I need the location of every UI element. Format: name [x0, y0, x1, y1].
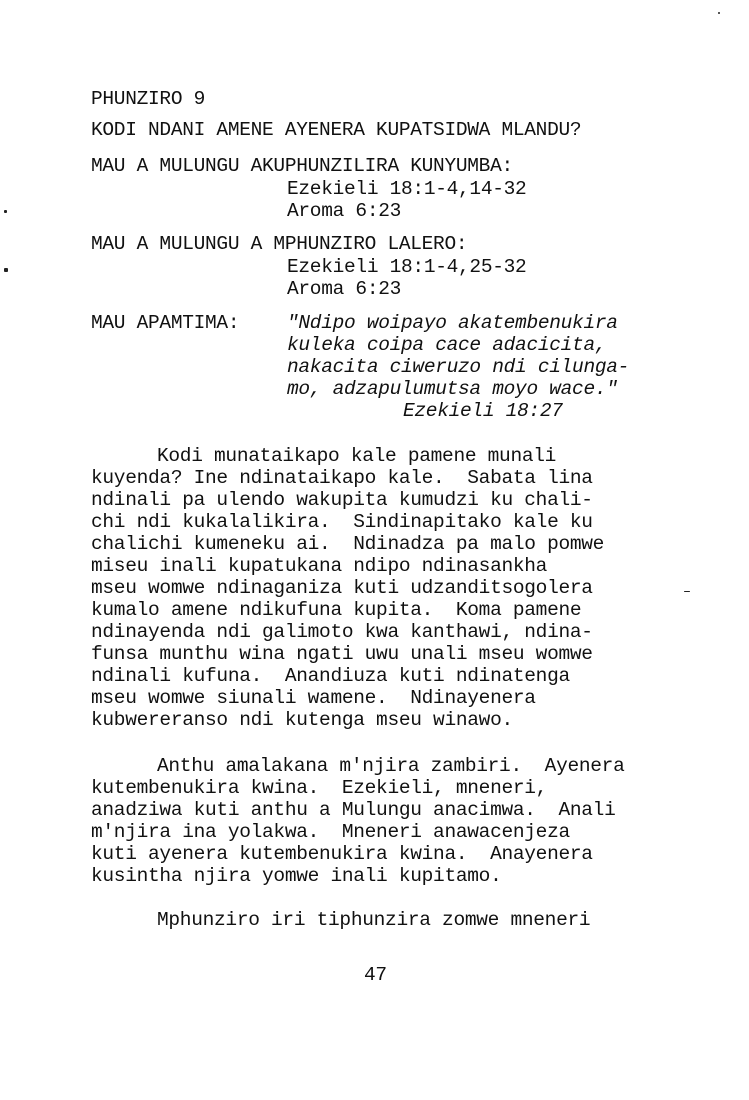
- paragraph-1-line: ndinali kufuna. Anandiuza kuti ndinatenga: [91, 665, 570, 687]
- paragraph-1-line: ndinali pa ulendo wakupita kumudzi ku chali-: [91, 489, 593, 511]
- lesson-question: KODI NDANI AMENE AYENERA KUPATSIDWA MLANDU?: [91, 119, 582, 141]
- paragraph-1-line: funsa munthu wina ngati uwu unali mseu womwe: [91, 643, 593, 665]
- paragraph-1-line: ndinayenda ndi galimoto kwa kanthawi, ndina-: [91, 621, 593, 643]
- paragraph-1-line: chi ndi kukalalikira. Sindinapitako kale ku: [91, 511, 593, 533]
- paragraph-1-line: Kodi munataikapo kale pamene munali: [157, 445, 557, 467]
- reading-lesson-ref-1: Ezekieli 18:1-4,25-32: [287, 256, 527, 278]
- paragraph-1-line: mseu womwe ndinaganiza kuti udzanditsogolera: [91, 577, 593, 599]
- paragraph-1-line: kumalo amene ndikufuna kupita. Koma pamene: [91, 599, 582, 621]
- reading-home-ref-2: Aroma 6:23: [287, 200, 402, 222]
- page-number: 47: [364, 964, 387, 986]
- paragraph-2-line: kusintha njira yomwe inali kupitamo.: [91, 865, 502, 887]
- paragraph-1-line: kuyenda? Ine ndinataikapo kale. Sabata lina: [91, 467, 593, 489]
- memory-verse-line: "Ndipo woipayo akatembenukira: [287, 312, 618, 334]
- lesson-title: PHUNZIRO 9: [91, 88, 206, 110]
- paragraph-2-line: m'njira ina yolakwa. Mneneri anawacenjeza: [91, 821, 570, 843]
- paragraph-1-line: miseu inali kupatukana ndipo ndinasankha: [91, 555, 548, 577]
- paragraph-2-line: anadziwa kuti anthu a Mulungu anacimwa. Anali: [91, 799, 616, 821]
- scan-speck: [4, 268, 8, 272]
- memory-verse-line: nakacita ciweruzo ndi cilunga-: [287, 356, 630, 378]
- memory-verse-ref: Ezekieli 18:27: [403, 400, 563, 422]
- reading-home-ref-1: Ezekieli 18:1-4,14-32: [287, 178, 527, 200]
- paragraph-2-line: kuti ayenera kutembenukira kwina. Anayenera: [91, 843, 593, 865]
- paragraph-1-line: kubwereranso ndi kutenga mseu winawo.: [91, 709, 513, 731]
- reading-lesson-label: MAU A MULUNGU A MPHUNZIRO LALERO:: [91, 233, 468, 255]
- reading-lesson-ref-2: Aroma 6:23: [287, 278, 402, 300]
- reading-home-label: MAU A MULUNGU AKUPHUNZILIRA KUNYUMBA:: [91, 155, 513, 177]
- paragraph-1-line: chalichi kumeneku ai. Ndinadza pa malo pomwe: [91, 533, 605, 555]
- memory-verse-line: mo, adzapulumutsa moyo wace.": [287, 378, 618, 400]
- scan-speck: [4, 210, 7, 213]
- scan-speck: [718, 12, 720, 14]
- paragraph-1-line: mseu womwe siunali wamene. Ndinayenera: [91, 687, 536, 709]
- scan-speck: [684, 591, 690, 592]
- paragraph-2-line: Anthu amalakana m'njira zambiri. Ayenera: [157, 755, 625, 777]
- paragraph-3-line: Mphunziro iri tiphunzira zomwe mneneri: [157, 909, 591, 931]
- memory-verse-line: kuleka coipa cace adacicita,: [287, 334, 607, 356]
- memory-verse-label: MAU APAMTIMA:: [91, 312, 240, 334]
- paragraph-2-line: kutembenukira kwina. Ezekieli, mneneri,: [91, 777, 548, 799]
